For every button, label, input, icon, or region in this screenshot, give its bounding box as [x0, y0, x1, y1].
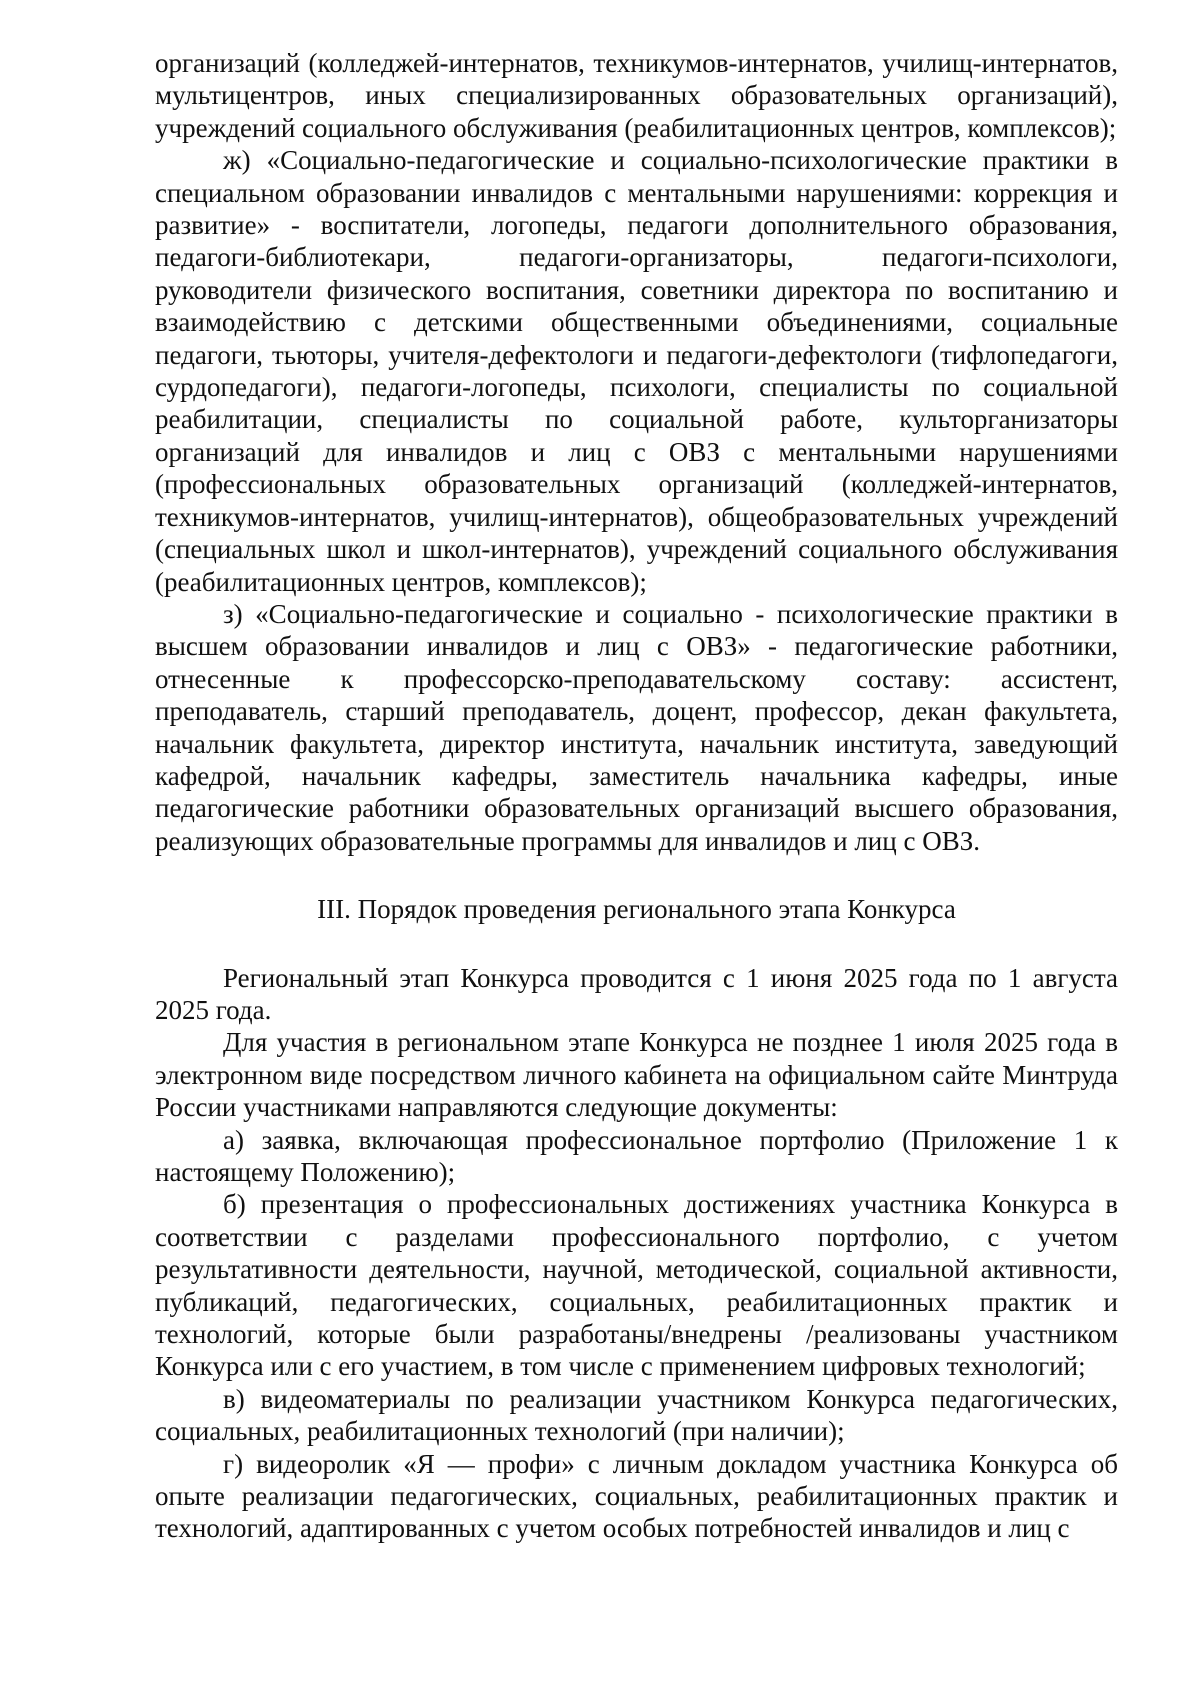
paragraph-continuation: организаций (колледжей-интернатов, техникумов-интернатов, училищ-интернатов, мультицентров, иных специализированных образовательных организаций), учреждений социального обслуживания (реабилитационных центров, комплексов);	[155, 48, 1118, 143]
paragraph-item-z: з) «Социально-педагогические и социально - психологические практики в высшем образовании инвалидов и лиц с ОВЗ» - педагогические работники, отнесенные к профессорско-преподавательскому составу: ассистент, преподаватель, старший преподаватель, доцент, профессор, декан факультета, начальник факультета, директор института, начальник института, заведующий кафедрой, начальник кафедры, заместитель начальника кафедры, иные педагогические работники образовательных организаций высшего образования, реализующих образовательные программы для инвалидов и лиц с ОВЗ.	[155, 598, 1118, 856]
paragraph-item-v: в) видеоматериалы по реализации участником Конкурса педагогических, социальных, реабилитационных технологий (при наличии);	[155, 1383, 1118, 1447]
paragraph-item-g: г) видеоролик «Я — профи» с личным докладом участника Конкурса об опыте реализации педагогических, социальных, реабилитационных практик и технологий, адаптированных с учетом особых потребностей инвалидов и лиц с	[155, 1448, 1118, 1544]
paragraph-participation-documents: Для участия в региональном этапе Конкурса не позднее 1 июля 2025 года в электронном виде посредством личного кабинета на официальном сайте Минтруда России участниками направляются следующие документы:	[155, 1027, 1118, 1123]
paragraph-item-a: а) заявка, включающая профессиональное портфолио (Приложение 1 к настоящему Положению);	[155, 1124, 1118, 1187]
section-heading: III. Порядок проведения регионального этапа Конкурса	[317, 894, 956, 925]
document-page	[155, 47, 1118, 1545]
paragraph-item-zh: ж) «Социально-педагогические и социально-психологические практики в специальном образовании инвалидов с ментальными нарушениями: коррекция и развитие» - воспитатели, логопеды, педагоги дополнительного образования, педагоги-библиотекари, педагоги-организаторы, педагоги-психологи, руководители физического воспитания, советники директора по воспитанию и взаимодействию с детскими общественными объединениями, социальные педагоги, тьюторы, учителя-дефектологи и педагоги-дефектологи (тифлопедагоги, сурдопедагоги), педагоги-логопеды, психологи, специалисты по социальной реабилитации, специалисты по социальной работе, культорганизаторы организаций для инвалидов и лиц с ОВЗ с ментальными нарушениями (профессиональных образовательных организаций (колледжей-интернатов, техникумов-интернатов, училищ-интернатов), общеобразовательных учреждений (специальных школ и школ-интернатов), учреждений социального обслуживания (реабилитационных центров, комплексов);	[155, 145, 1118, 597]
paragraph-regional-stage-dates: Региональный этап Конкурса проводится с 1 июня 2025 года по 1 августа 2025 года.	[155, 962, 1118, 1025]
paragraph-item-b: б) презентация о профессиональных достижениях участника Конкурса в соответствии с разделами профессионального портфолио, с учетом результативности деятельности, научной, методической, социальной активности, публикаций, педагогических, социальных, реабилитационных практик и технологий, которые были разработаны/внедрены /реализованы участником Конкурса или с его участием, в том числе с применением цифровых технологий;	[155, 1189, 1118, 1382]
